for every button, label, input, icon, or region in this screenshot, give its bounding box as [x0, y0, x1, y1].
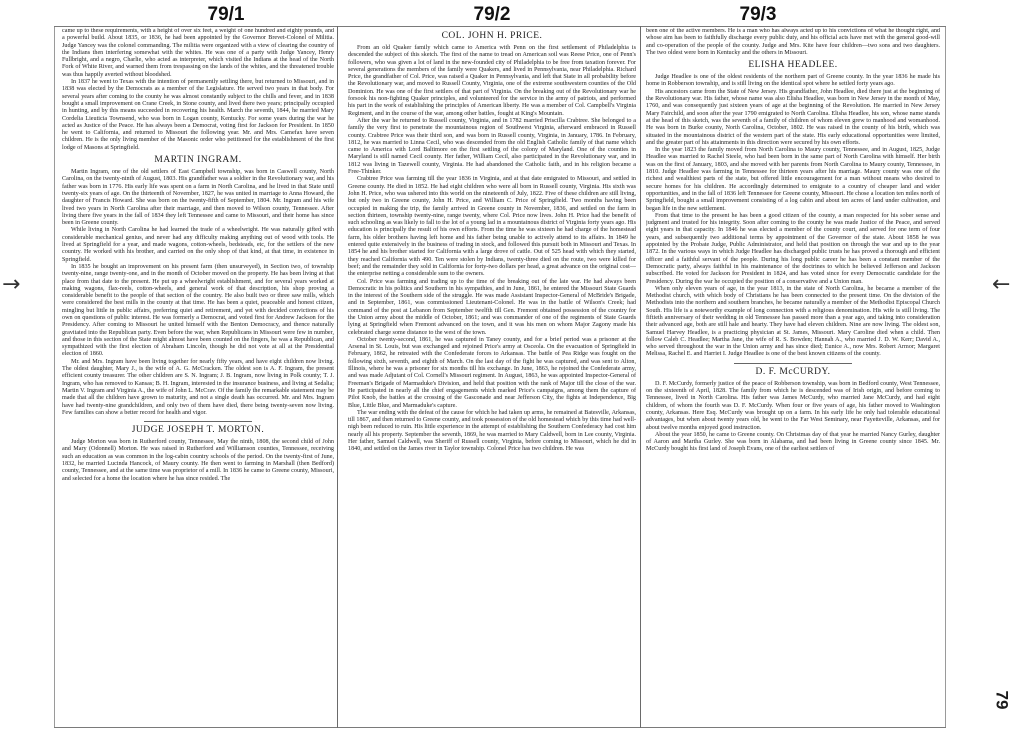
heading-df-mccurdy: D. F. McCURDY.: [755, 366, 831, 377]
heading-elisha-headlee: ELISHA HEADLEE.: [748, 60, 838, 71]
heading-john-price: COL. JOHN H. PRICE.: [441, 31, 543, 41]
paragraph: From an old Quaker family which came to America with Penn on the first settlement of Philadelphia is descended the subject of this sketch. The first of the name to tread on American soil was Reese Price, one of Penn's followers, who was given a lot of land in the new-founded city of Philadelphia to be free from taxation forever. For several generations the members of the family were Quakers, and lived in Pennsylvania, near Philadelphia. Richard Price, the grandfather of Col. Price, was raised a Quaker in Pennsylvania, and left that State in all probability before the Revolutionary war, and moved to Russell County, Virginia, one of the extreme southwestern counties of the Old Dominion. He was one of the first settlers of that part of Virginia. On the breaking out of the Revolutionary war he forsook his non-fighting Quaker principles, and volunteered for the service in the army of patriots, and performed his part in the work of establishing the principles of American liberty. He was a member of Col. Campbell's Virginia Regiment, and in the course of the war, among other battles, fought at King's Mountain.: [348, 45, 636, 117]
paragraph: From that time to the present he has been a good citizen of the county, a man respected for his sober sense and judgment and trusted for his integrity. Soon after coming to the county he was made Justice of the Peace, and served eight years in that capacity. In 1846 he was elected a member of the county court, and served for one term of four years, and subsequently two additional terms by appointment of the Governor of the state. About 1858 he was appointed by the Probate Judge, Public Administrator, and held that position on through the war and up to the year 1872. In the various ways in which Judge Headlee has discharged public trusts he has proved a thorough and efficient officer and a faithful servant of the people. During his long public career he has been a constant member of the Democratic party, always faithful in his maintenance of the doctrines to which he believed Jefferson and Jackson subscribed. He voted for Jackson for President in 1824, and has voted since for every Democratic candidate for the Presidency. During the war he occupied the position of a conservative and a Union man.: [646, 212, 940, 285]
text-column-1: [62, 28, 334, 726]
paragraph: About the year 1850, he came to Greene county. On Christmas day of that year he married Nancy Gurley, daughter of Aaron and Martha Gurley. She was born in Alabama, and had been living in Greene county since 1845. Mr. McCurdy bought his first land of Joseph Evans, one of the earliest settlers of: [646, 431, 940, 453]
col3-section-1: [646, 74, 940, 359]
paragraph: When only eleven years of age, in the year 1813, in the state of North Carolina, he became a member of the Methodist church, with which body of Christians he has been connected to the present time. On the division of the Methodists into the northern and southern branches, he became naturally a member of the Methodist Episcopal Church South. His life is a noteworthy example of long connection with a religious denomination. His wife is still living. The fiftieth anniversary of their wedding in old Tennessee has passed more than a year ago, and taking into consideration their advanced age, both are still hale and hearty. They have had eleven children. Nine are now living. The oldest son, Samuel Harvey Headlee, is a practicing physician at St. James, Missouri. Mary Caroline died when a child. Then follow Caleb C. Headlee; Martha Jane, the wife of R. S. Bowden; Hannah A., who married J. D. W. Kerr; David A., who served throughout the war in the Union army and has since died; Eunice A., now Mrs. Robert Armor; Margaret Melissa, Rachel E. and Harriet I. Judge Headlee is one of the best known citizens of the county.: [646, 285, 940, 358]
paragraph: been one of the active members. He is a man who has always acted up to his convictions of what he thought right, and whose aim has been to faithfully discharge every public duty, and his official acts have met with the general good-will and co-operation of the people of the county. Judge and Mrs. Kite have four children—two sons and two daughters. The two oldest were born in Kentucky and the others in Missouri.: [646, 28, 940, 56]
paragraph: Mr. and Mrs. Ingram have been living together for nearly fifty years, and have eight children now living. The oldest daughter, Mary J., is the wife of A. G. McCracken. The oldest son is A. F. Ingram, the present efficient county treasurer. The other children are S. N. Ingram; J. B. Ingram, now living in Polk county; T. J. Ingram, who has removed to Kansas; B. H. Ingram, interested in the insurance business, and living at Sedalia; Martin V. Ingram and Virginia A., the wife of John L. McCrav. Of the family the remarkable statement may be made that all the children have grown to maturity, and not a single death has occurred. Mr. and Mrs. Ingram have had twenty-nine grandchildren, and only two of them have died, there being twenty-seven now living. Few families can show a better record for health and vigor.: [62, 358, 334, 416]
page-number: 79: [992, 690, 1012, 710]
paragraph: Col. Price was farming and trading up to the time of the breaking out of the late war. He had always been Democratic in his politics and Southern in his sympathies, and in June, 1861, he entered the Missouri State Guards in the interest of the Southern side of the struggle. He was made Assistant Inspector-General of McBride's Brigade, and in September, 1861, was commissioned Lieutenant-Colonel. He was in the battle of Wilson's Creek; had command of the post at Lebanon from September twelfth till Gen. Fremont obtained possession of the country for the Union army about the middle of October, 1861; and was commander of one of the regiments of State Guards lying at Springfield when Fremont advanced on the town, and it was his men on whom Major Zagony made his celebrated charge some distance to the west of the town.: [348, 278, 636, 336]
col2-section-1: [348, 45, 636, 454]
paragraph: His ancestors came from the State of New Jersey. His grandfather, John Headlee, died there just at the beginning of the Revolutionary war. His father, whose name was also Elisha Headlee, was born in New Jersey in the month of May, 1760, and was consequently just sixteen years of age at the beginning of the Revolution. He married in New Jersey Mary Fairchild, and soon after the year 1790 emigrated to North Carolina. Elisha Headlee, his son, whose name stands at the head of this sketch, was the seventh of a family of children of whom eleven grew to manhood and womanhood. He was born in Burke county, North Carolina, October, 1802. He was raised in the county of his birth, which was situated in the mountainous district of the western part of the state. His early educational opportunities were limited, and the greater part of his attainments in this direction were secured by his own efforts.: [646, 88, 940, 146]
section-divider: [734, 363, 852, 364]
paragraph: After the war he returned to Russell county, Virginia, and in 1782 married Priscilla Crabtree. She belonged to a family the very first to penetrate the mountainous region of Southwest Virginia, afterward embraced in Russell county. Crabtree Price was their third son, and was born in Russell county, Virginia, in January, 1786. In February, 1812, he was married to Linna Cecil, who was descended from the old English Catholic family of that name which came to America with Lord Baltimore on the first settling of the colony of Maryland. One of the counties in Maryland is still named Cecil county. Her father, William Cecil, also participated in the Revolutionary war, and in 1812 was living in Tazewell county, Virginia. He had abandoned the Catholic faith, and in his religion became a Free-Thinker.: [348, 117, 636, 176]
heading-joseph-morton: JUDGE JOSEPH T. MORTON.: [131, 425, 265, 436]
section-divider: [144, 421, 253, 422]
heading-martin-ingram: MARTIN INGRAM.: [154, 155, 242, 166]
paragraph: Martin Ingram, one of the old settlers of East Campbell township, was born in Caswell county, North Carolina, on the twenty-ninth of August, 1803. His grandfather was a soldier in the Revolutionary war, and his father was born in 1776. His early life was spent on a farm in North Carolina, and he lived in that State until twenty-six years of age. On the thirteenth of November, 1827, he was united in marriage to Anna Howard, the daughter of Francis Howard. She was born on the twenty-fifth of September, 1804. Mr. Ingram and his wife lived two years in North Carolina after their marriage, and then moved to Wilson county, Tennessee. After living there five years in the fall of 1834 they left Tennessee and came to Missouri, and their home has since been in Greene county.: [62, 169, 334, 227]
paragraph: While living in North Carolina he had learned the trade of a wheelwright. He was naturally gifted with considerable mechanical genius, and never had any difficulty making anything out of wood with tools. He lived at Springfield for a year, and made wagons, cotton-wheels, bedsteads, etc, for the settlers of the new country. He worked with his brother, and carried on the only shop of that kind, at that time, in existence in Springfield.: [62, 227, 334, 263]
paragraph: came up to these requirements, with a height of over six feet, a weight of one hundred and eighty pounds, and a powerful build. About 1835, or 1836, he had been appointed by the Governor Brevet-Colonel of Militia. Judge Yancey was the colonel commanding. The militia were organized with a view of clearing the country of the Indians then interfering somewhat with the whites. He was one of a party with Judge Yancey, Henry Fullbright, and a negro, Charlie, who acted as interpreter, which visited the Indians at the head of the North Fork of White River, and warned them from trespassing on the lands of the whites, and the threatened trouble was thus happily averted without bloodshed.: [62, 28, 334, 78]
col1-top-text: [62, 28, 334, 152]
top-rule: [54, 26, 946, 27]
paragraph: October twenty-second, 1861, he was captured in Taney county, and for a brief period was a prisoner at the Arsenal in St. Louis, but was exchanged and rejoined Price's army at Osceola. On the evacuation of Springfield in February, 1862, he retreated with the Confederate forces to Arkansas. The battle of Pea Ridge was fought on the following sixth, seventh, and eighth of March. On the last day of the fight he was captured, and was sent to Alton, Illinois, where he was a prisoner for six months till his exchange. In June, 1863, he rejoined the Confederate army, and was made Adjutant of Col. Cornell's Missouri regiment. In August, 1863, he was appointed Inspector-General of Freeman's Brigade of Marmaduke's Division, and held that position with the rank of Major till the close of the war. He participated in nearly all the chief engagements which marked Price's campaigns, among them the capture of Pilot Knob, the battles at the crossing of the Gasconade and near Jefferson City, the fights at Independence, Big Blue, Little Blue, and Marmaduke's capture.: [348, 336, 636, 409]
paragraph: D. F. McCurdy, formerly justice of the peace of Robberson township, was born in Bedford county, West Tennessee, on the sixteenth of April, 1828. The family from which he is descended was of Irish origin, and before coming to Tennessee, lived in North Carolina. His father was James McCurdy, who married Jane McCurdy, and had eight children, of whom the fourth was D. F. McCurdy. When four or five years of age, his father moved to Washington county, Arkansas. Here Esq. McCurdy was brought up on a farm. In his early life he only had tolerable educational advantages, but when about twenty years old, he went to the Far West Seminary, near Fayetteville, Arkansas, and for about twelve months enjoyed good instruction.: [646, 380, 940, 431]
col3-section-2: [646, 381, 940, 454]
col1-section-1: [62, 169, 334, 417]
frame-label-79-2: 79/2: [473, 4, 511, 25]
paragraph: Crabtree Price was farming till the year 1836 in Virginia, and at that date emigrated to Missouri, and settled in Greene county. He died in 1852. He had eight children who were all born in Russell county, Virginia. His sixth was John H. Price, who was ushered into this world on the nineteenth of July, 1822. Five of these children are still living, but only two in Greene county, John H. Price, and William C. Price of Springfield. Two months having been occupied in making the trip, the family arrived in Greene county in November, 1836, and settled on the farm in section thirteen, township twenty-nine, range twenty, where Col. Price now lives. John H. Price had the benefit of such schooling as was likely to fall to the lot of a young lad in a mountainous district of Virginia forty years ago. His education is principally the result of his own efforts. From the time he was sixteen he had charge of the homestead farm, his older brothers having left home and his father being unable to actively attend to its affairs. In 1849 he entered quite extensively in the business of trading in stock, and followed this pursuit both in Missouri and Texas. In 1854 he and his brother started for California with a large drove of cattle. Out of 525 head with which they started, they reached California with 490. Ten were stolen by Indians, twenty-three died on the route, two were killed for beef; and the remainder they sold in California for forty-two dollars per head, a great advance on the original cost—the enterprise netting a considerable sum to the owners.: [348, 176, 636, 278]
text-column-2: [348, 28, 636, 726]
right-arrow-icon: →: [2, 272, 21, 297]
bottom-rule: [54, 727, 946, 728]
col1-section-2: [62, 439, 334, 483]
paragraph: The war ending with the defeat of the cause for which he had taken up arms, he remained at Batesville, Arkansas, till 1867, and then returned to Greene county, and took possession of the old homestead which by this time had well-nigh been reduced to ruin. His little experience in the attempt of establishing the Southern Confederacy had cost him nearly all his property. September the seventh, 1869, he was married to Mary Caldwell, born in Lee county, Virginia. Her father, Samuel Caldwell, was Sheriff of Russell county, Virginia, before coming to Missouri, which he did in 1840, and settled on the James river in Taylor township. Colonel Price has two children. He was: [348, 409, 636, 453]
column-rule-1: [337, 26, 338, 728]
column-rule-2: [640, 26, 641, 728]
paragraph: Judge Headlee is one of the oldest residents of the northern part of Greene county. In the year 1836 he made his home in Robberson township, and is still living on the identical spot where he settled forty years ago.: [646, 74, 940, 88]
left-page-edge: [54, 26, 55, 728]
paragraph: In 1835 he bought an improvement on his present farm (then unsurveyed), in Section two, of township twenty-nine, range twenty-one, and in the month of October moved on the property. He has been living at that place from that date to the present. He put up a wheelwright establishment, and for several years worked at making wagons, flax-reels, cotton-wheels, and general work of that description, his shop proving a considerable benefit to the people of that section of the country. He also built two or three saw mills, which were considered the best mills in the county at that time. He has been a quiet, peaceable and honest citizen, mingling but little in public affairs, preferring quiet and retirement, and yet with decided convictions of his own on questions of public interest. He was formerly a Democrat, and voted first for Andrew Jackson for the Presidency. After coming to Missouri he united himself with the Benton Democracy, and thence naturally gravitated into the Republican party. Even before the war, when Republicans in Missouri were few in number, and those in this section of the State might almost have been counted on the fingers, he was a Republican, and sympathized with the first election of Abraham Lincoln, though he did not vote at all at the Presidential election of 1860.: [62, 263, 334, 358]
right-page-edge: [945, 26, 946, 728]
frame-label-79-1: 79/1: [207, 4, 245, 25]
text-column-3: [646, 28, 940, 726]
paragraph: In 1837 he went to Texas with the intention of permanently settling there, but returned to Missouri, and in 1838 was elected by the Democrats as a member of the Legislature. He served two years in that body. For several years after coming to the county he was almost constantly subject to the chills and fever, and in 1838 bought a small improvement on Crane Creek, in Stone county, and lived there two years; principally occupied in hunting, and by this means succeeded in recovering his health. March the seventh, 1844, he married Mary Cordelia Lieuticia Townsend, who was born in Logan county, Kentucky. For some years during the war he acted as Justice of the Peace. He has always been a Democrat, voting first for Jackson for President. In 1850 he went to California, and returned to Missouri the following year. Mr. and Mrs. Camefax have seven children. He is the only living member of the Masonic order who petitioned for the establishment of the first lodge of Masons at Springfield.: [62, 79, 334, 151]
paragraph: In the year 1823 the family moved from North Carolina to Maury county, Tennessee, and in August, 1825, Judge Headlee was married to Rachel Steele, who had been born in the same part of North Carolina with himself. Her birth was on the first of January, 1803, and she moved with her parents from North Carolina to Maury county, Tennessee, in 1810. Judge Headlee was farming in Tennessee for thirteen years after his marriage. Maury county was one of the richest and wealthiest parts of the state, but offered little encouragement for a man without means who desired to secure homes for his children. He accordingly determined to emigrate to a country of cheaper land and wider opportunities, and in the fall of 1836 left Tennessee for Greene county, Missouri. He chose a location ten miles north of Springfield, bought a small improvement consisting of a log cabin and about ten acres of land under cultivation, and began life in the new settlement.: [646, 147, 940, 212]
left-arrow-icon: ←: [992, 272, 1011, 297]
col3-top-text: [646, 28, 940, 57]
paragraph: Judge Morton was born in Rutherford county, Tennessee, May the ninth, 1808, the second child of John and Mary (Odonnell) Morton. He was raised in Rutherford and Williamson counties, Tennessee, receiving such an education as was common in the log-cabin country schools of the period. On the twenty-first of June, 1832, he married Lucinda Hancock, of Maury county. He then went to farming in Marshall (then Bedford) county, Tennessee, and at the same time was proprietor of a mill. In 1836 he came to Greene county, Missouri, and selected for a home the location where he has since resided. The: [62, 439, 334, 482]
frame-label-79-3: 79/3: [739, 4, 777, 25]
